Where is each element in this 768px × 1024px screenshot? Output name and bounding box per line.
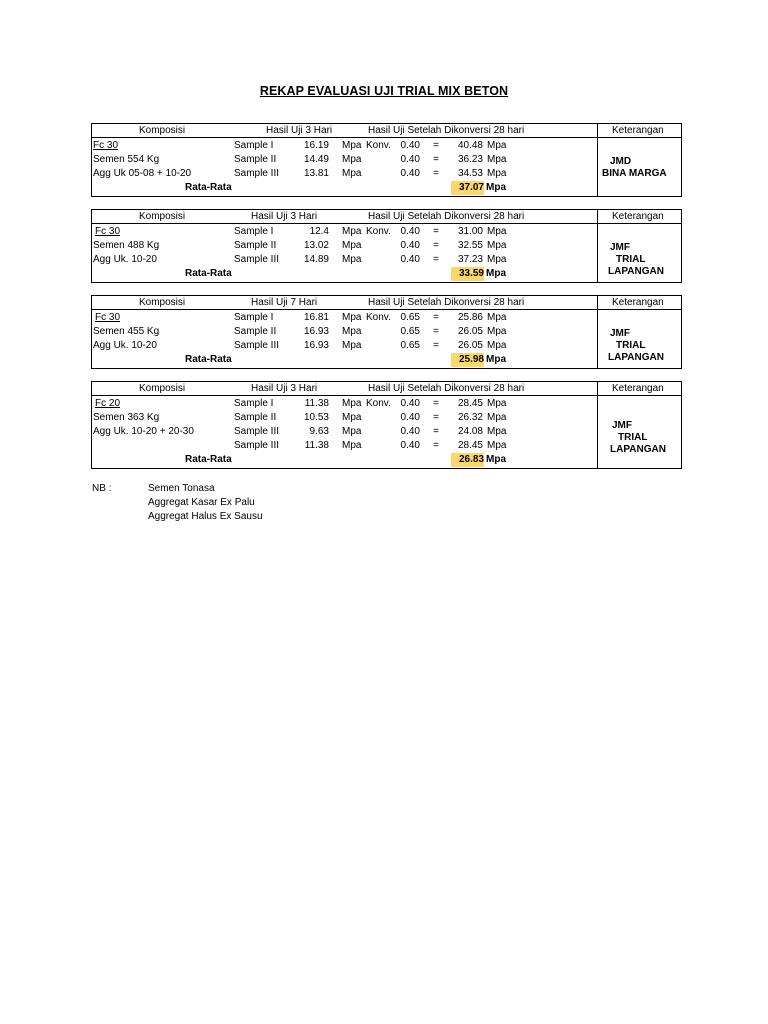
sample-value: 9.63 [309,426,329,437]
equals-sign: = [433,412,439,423]
equals-sign: = [433,440,439,451]
table-body [91,138,682,197]
table-row [92,139,597,153]
keterangan-cell [598,138,681,196]
keterangan-cell [598,310,681,368]
table-row [92,253,597,267]
keterangan-line: JMD [610,156,632,167]
sample-name: Sample III [234,426,280,437]
converted-unit: Mpa [487,240,507,251]
keterangan-line: TRIAL [618,432,648,443]
sample-name: Sample II [234,154,277,165]
result-table [91,381,682,468]
keterangan-line: JMF [610,242,630,253]
header-divider [597,210,598,223]
table-row [92,311,597,325]
header-divider [597,124,598,137]
keterangan-line: BINA MARGA [602,168,667,179]
header-komposisi: Komposisi [139,211,186,222]
sample-value: 11.38 [304,398,329,409]
equals-sign: = [433,426,439,437]
converted-unit: Mpa [487,254,507,265]
header-hasil-uji: Hasil Uji 3 Hari [251,211,318,222]
konv-factor: 0.40 [400,254,420,265]
sample-value: 13.81 [303,168,329,179]
table-body [91,396,682,469]
table-row [92,325,597,339]
table-row [92,411,597,425]
table-row [92,239,597,253]
equals-sign: = [433,312,439,323]
converted-value: 40.48 [457,140,483,151]
sample-unit: Mpa [342,326,362,337]
header-divider [597,296,598,309]
converted-value: 36.23 [457,154,483,165]
komposisi-cell: Agg Uk 05-08 + 10-20 [93,168,192,179]
sample-name: Sample I [234,312,274,323]
equals-sign: = [433,140,439,151]
sample-value: 10.53 [303,412,329,423]
converted-unit: Mpa [487,312,507,323]
table-body [91,224,682,283]
keterangan-line: LAPANGAN [608,352,664,363]
converted-value: 34.53 [457,168,483,179]
keterangan-line: LAPANGAN [610,444,666,455]
header-keterangan: Keterangan [612,383,664,394]
result-table [91,295,682,368]
equals-sign: = [433,398,439,409]
converted-value: 37.23 [457,254,483,265]
average-row [92,267,597,281]
equals-sign: = [433,326,439,337]
sample-unit: Mpa [342,398,362,409]
sample-unit: Mpa [342,154,362,165]
average-value: 33.59 [451,267,484,281]
komposisi-cell: Agg Uk. 10-20 [93,254,157,265]
sample-value: 13.02 [303,240,329,251]
converted-unit: Mpa [487,140,507,151]
table-row [92,339,597,353]
konv-factor: 0.40 [400,398,420,409]
average-label: Rata-Rata [185,354,232,365]
average-row [92,353,597,367]
average-label: Rata-Rata [185,182,232,193]
table-row [92,225,597,239]
table-header [91,381,682,396]
keterangan-line: JMF [612,420,632,431]
header-komposisi: Komposisi [139,383,186,394]
average-unit: Mpa [486,454,506,465]
converted-unit: Mpa [487,426,507,437]
komposisi-cell: Fc 30 [93,140,119,151]
sample-value: 16.19 [303,140,329,151]
table-header [91,295,682,310]
equals-sign: = [433,168,439,179]
table-row [92,425,597,439]
average-unit: Mpa [486,268,506,279]
equals-sign: = [433,226,439,237]
konv-label: Konv. [366,226,391,237]
document-title: REKAP EVALUASI UJI TRIAL MIX BETON [259,84,509,98]
table-header [91,123,682,138]
sample-name: Sample I [234,140,274,151]
sample-name: Sample I [234,398,274,409]
table-body [91,310,682,369]
sample-unit: Mpa [342,240,362,251]
sample-value: 12.4 [309,226,329,237]
sample-value: 16.81 [303,312,329,323]
note-line: Aggregat Halus Ex Sausu [148,511,263,522]
konv-label: Konv. [366,140,391,151]
equals-sign: = [433,240,439,251]
note-line: Aggregat Kasar Ex Palu [148,497,255,508]
sample-value: 16.93 [303,340,329,351]
konv-factor: 0.65 [400,312,420,323]
konv-factor: 0.40 [400,412,420,423]
komposisi-cell: Agg Uk. 10-20 [93,340,157,351]
average-row [92,181,597,195]
sample-name: Sample III [234,340,280,351]
converted-value: 28.45 [457,440,483,451]
header-divider [597,382,598,395]
komposisi-cell: Semen 488 Kg [93,240,160,251]
konv-factor: 0.40 [400,140,420,151]
converted-value: 32.55 [457,240,483,251]
table-row [92,167,597,181]
header-hasil-uji: Hasil Uji 3 Hari [266,125,333,136]
converted-value: 28.45 [457,398,483,409]
sample-unit: Mpa [342,440,362,451]
sample-name: Sample III [234,440,280,451]
average-row [92,453,597,467]
keterangan-line: JMF [610,328,630,339]
konv-label: Konv. [366,398,391,409]
equals-sign: = [433,340,439,351]
table-row [92,439,597,453]
converted-unit: Mpa [487,440,507,451]
komposisi-cell: Agg Uk. 10-20 + 20-30 [93,426,194,437]
konv-factor: 0.40 [400,240,420,251]
keterangan-cell [598,224,681,282]
header-komposisi: Komposisi [139,125,186,136]
sample-unit: Mpa [342,226,362,237]
result-table [91,123,682,196]
sample-unit: Mpa [342,340,362,351]
converted-unit: Mpa [487,226,507,237]
sample-unit: Mpa [342,312,362,323]
converted-unit: Mpa [487,154,507,165]
keterangan-line: TRIAL [616,254,646,265]
keterangan-line: TRIAL [616,340,646,351]
konv-factor: 0.40 [400,426,420,437]
sample-unit: Mpa [342,412,362,423]
average-value: 26.83 [451,453,484,467]
converted-value: 26.32 [457,412,483,423]
konv-factor: 0.40 [400,226,420,237]
sample-name: Sample I [234,226,274,237]
sample-name: Sample II [234,326,277,337]
table-row [92,397,597,411]
konv-factor: 0.65 [400,340,420,351]
average-value: 37.07 [451,181,484,195]
komposisi-cell: Fc 20 [95,398,121,409]
konv-factor: 0.65 [400,326,420,337]
sample-name: Sample II [234,240,277,251]
table-header [91,209,682,224]
average-label: Rata-Rata [185,454,232,465]
sample-value: 11.38 [304,440,329,451]
keterangan-line: LAPANGAN [608,266,664,277]
converted-unit: Mpa [487,326,507,337]
note-line: Semen Tonasa [148,483,215,494]
result-table [91,209,682,282]
komposisi-cell: Semen 455 Kg [93,326,160,337]
komposisi-cell: Semen 554 Kg [93,154,160,165]
komposisi-cell: Fc 30 [95,312,121,323]
komposisi-cell: Fc 30 [95,226,121,237]
header-hasil-uji: Hasil Uji 3 Hari [251,383,318,394]
header-konversi: Hasil Uji Setelah Dikonversi 28 hari [368,125,525,136]
sample-unit: Mpa [342,254,362,265]
sample-value: 16.93 [303,326,329,337]
komposisi-cell: Semen 363 Kg [93,412,160,423]
equals-sign: = [433,254,439,265]
header-keterangan: Keterangan [612,297,664,308]
header-konversi: Hasil Uji Setelah Dikonversi 28 hari [368,383,525,394]
sample-value: 14.89 [303,254,329,265]
konv-factor: 0.40 [400,154,420,165]
converted-unit: Mpa [487,398,507,409]
equals-sign: = [433,154,439,165]
converted-unit: Mpa [487,412,507,423]
header-keterangan: Keterangan [612,125,664,136]
converted-unit: Mpa [487,340,507,351]
sample-unit: Mpa [342,140,362,151]
average-unit: Mpa [486,354,506,365]
average-value: 25.98 [451,353,484,367]
converted-value: 26.05 [457,326,483,337]
header-konversi: Hasil Uji Setelah Dikonversi 28 hari [368,211,525,222]
sample-name: Sample III [234,254,280,265]
header-konversi: Hasil Uji Setelah Dikonversi 28 hari [368,297,525,308]
konv-factor: 0.40 [400,440,420,451]
keterangan-cell [598,396,681,468]
header-keterangan: Keterangan [612,211,664,222]
average-label: Rata-Rata [185,268,232,279]
converted-value: 26.05 [457,340,483,351]
converted-value: 31.00 [457,226,483,237]
sample-unit: Mpa [342,168,362,179]
converted-value: 25.86 [457,312,483,323]
header-komposisi: Komposisi [139,297,186,308]
sample-name: Sample III [234,168,280,179]
konv-factor: 0.40 [400,168,420,179]
average-unit: Mpa [486,182,506,193]
table-row [92,153,597,167]
konv-label: Konv. [366,312,391,323]
notes-label: NB : [92,483,112,494]
converted-unit: Mpa [487,168,507,179]
header-hasil-uji: Hasil Uji 7 Hari [251,297,318,308]
sample-unit: Mpa [342,426,362,437]
sample-value: 14.49 [303,154,329,165]
sample-name: Sample II [234,412,277,423]
converted-value: 24.08 [457,426,483,437]
